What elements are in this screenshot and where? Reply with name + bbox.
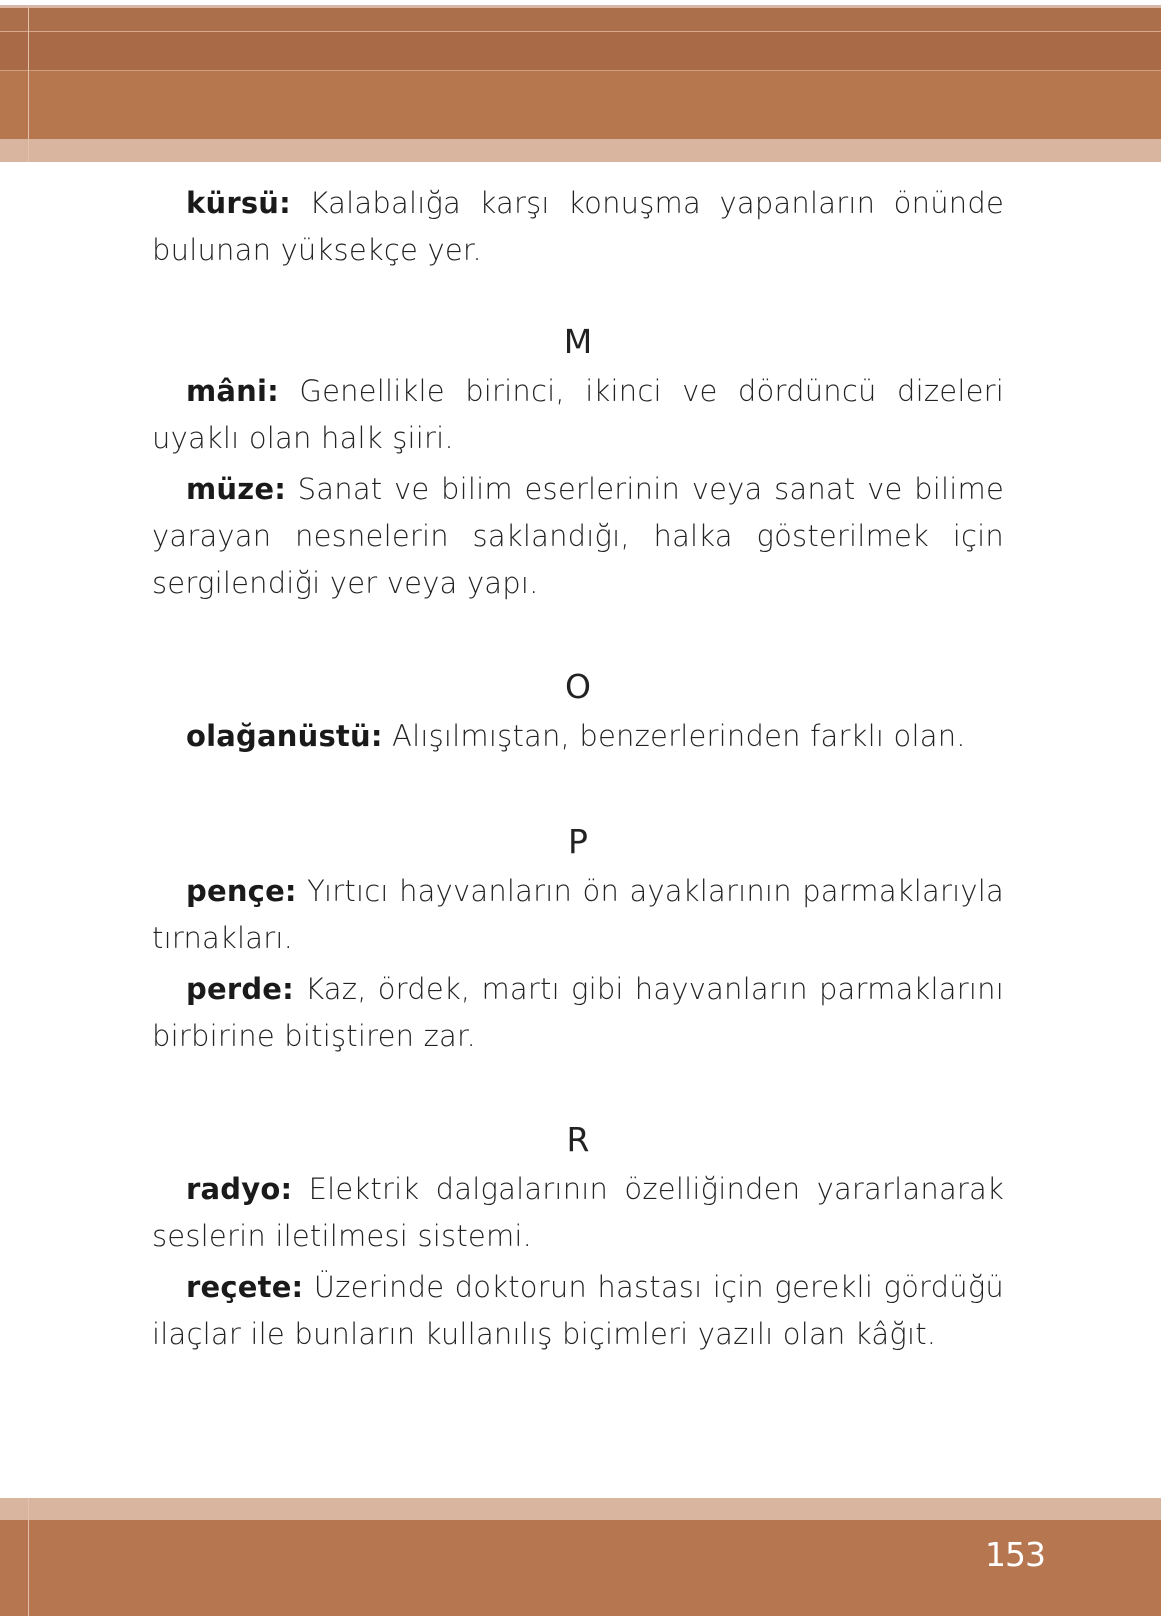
letter-heading-o: O <box>565 667 591 706</box>
glossary-content <box>152 180 1004 1358</box>
page-header-banner <box>0 5 1161 162</box>
glossary-definition: Üzerinde doktorun hastası için gerekli gördüğü ilaçlar ile bunların kullanılış biçimleri yazılı olan kâğıt. <box>152 1270 1004 1351</box>
page-number: 153 <box>985 1535 1045 1574</box>
glossary-term: kürsü: <box>186 186 291 220</box>
glossary-term: pençe: <box>186 874 297 908</box>
glossary-term: olağanüstü: <box>186 719 383 753</box>
glossary-term: radyo: <box>186 1172 293 1206</box>
header-band-3 <box>0 71 1161 139</box>
glossary-definition: Yırtıcı hayvanların ön ayaklarının parmaklarıyla tırnakları. <box>152 874 1004 955</box>
glossary-definition: Elektrik dalgalarının özelliğinden yararlanarak seslerin iletilmesi sistemi. <box>152 1172 1005 1253</box>
glossary-entry-muze <box>152 466 1004 607</box>
header-band-2 <box>0 32 1161 70</box>
glossary-definition: Kalabalığa karşı konuşma yapanların önünde bulunan yüksekçe yer. <box>152 186 1004 267</box>
glossary-entry-recete <box>152 1264 1004 1358</box>
glossary-term: reçete: <box>186 1270 304 1304</box>
glossary-definition: Kaz, ördek, martı gibi hayvanların parmaklarını birbirine bitiştiren zar. <box>152 972 1004 1053</box>
glossary-entry-pence <box>152 868 1004 962</box>
letter-heading-r: R <box>566 1120 590 1159</box>
letter-heading-p: P <box>568 822 588 861</box>
glossary-definition: Sanat ve bilim eserlerinin veya sanat ve bilime yarayan nesnelerin saklandığı, halka gösterilmek için sergilendiği yer veya yapı. <box>152 472 1005 600</box>
footer-light-band <box>0 1498 1161 1520</box>
glossary-entry-olaganustu <box>152 713 1004 760</box>
glossary-definition: Genellikle birinci, ikinci ve dördüncü dizeleri uyaklı olan halk şiiri. <box>152 374 1004 455</box>
header-light-band <box>0 139 1161 162</box>
glossary-entry-radyo <box>152 1166 1004 1260</box>
header-band-1 <box>0 8 1161 31</box>
glossary-term: mâni: <box>186 374 279 408</box>
glossary-entry-perde <box>152 966 1004 1060</box>
glossary-entry-mani <box>152 368 1004 462</box>
footer-vertical-rule <box>28 1498 29 1616</box>
glossary-definition: Alışılmıştan, benzerlerinden farklı olan. <box>392 719 966 753</box>
page-footer-banner <box>0 1498 1161 1616</box>
glossary-term: perde: <box>186 972 294 1006</box>
glossary-term: müze: <box>186 472 287 506</box>
glossary-entry-kursu <box>152 180 1004 274</box>
header-vertical-rule <box>28 5 29 162</box>
letter-heading-m: M <box>563 322 593 361</box>
